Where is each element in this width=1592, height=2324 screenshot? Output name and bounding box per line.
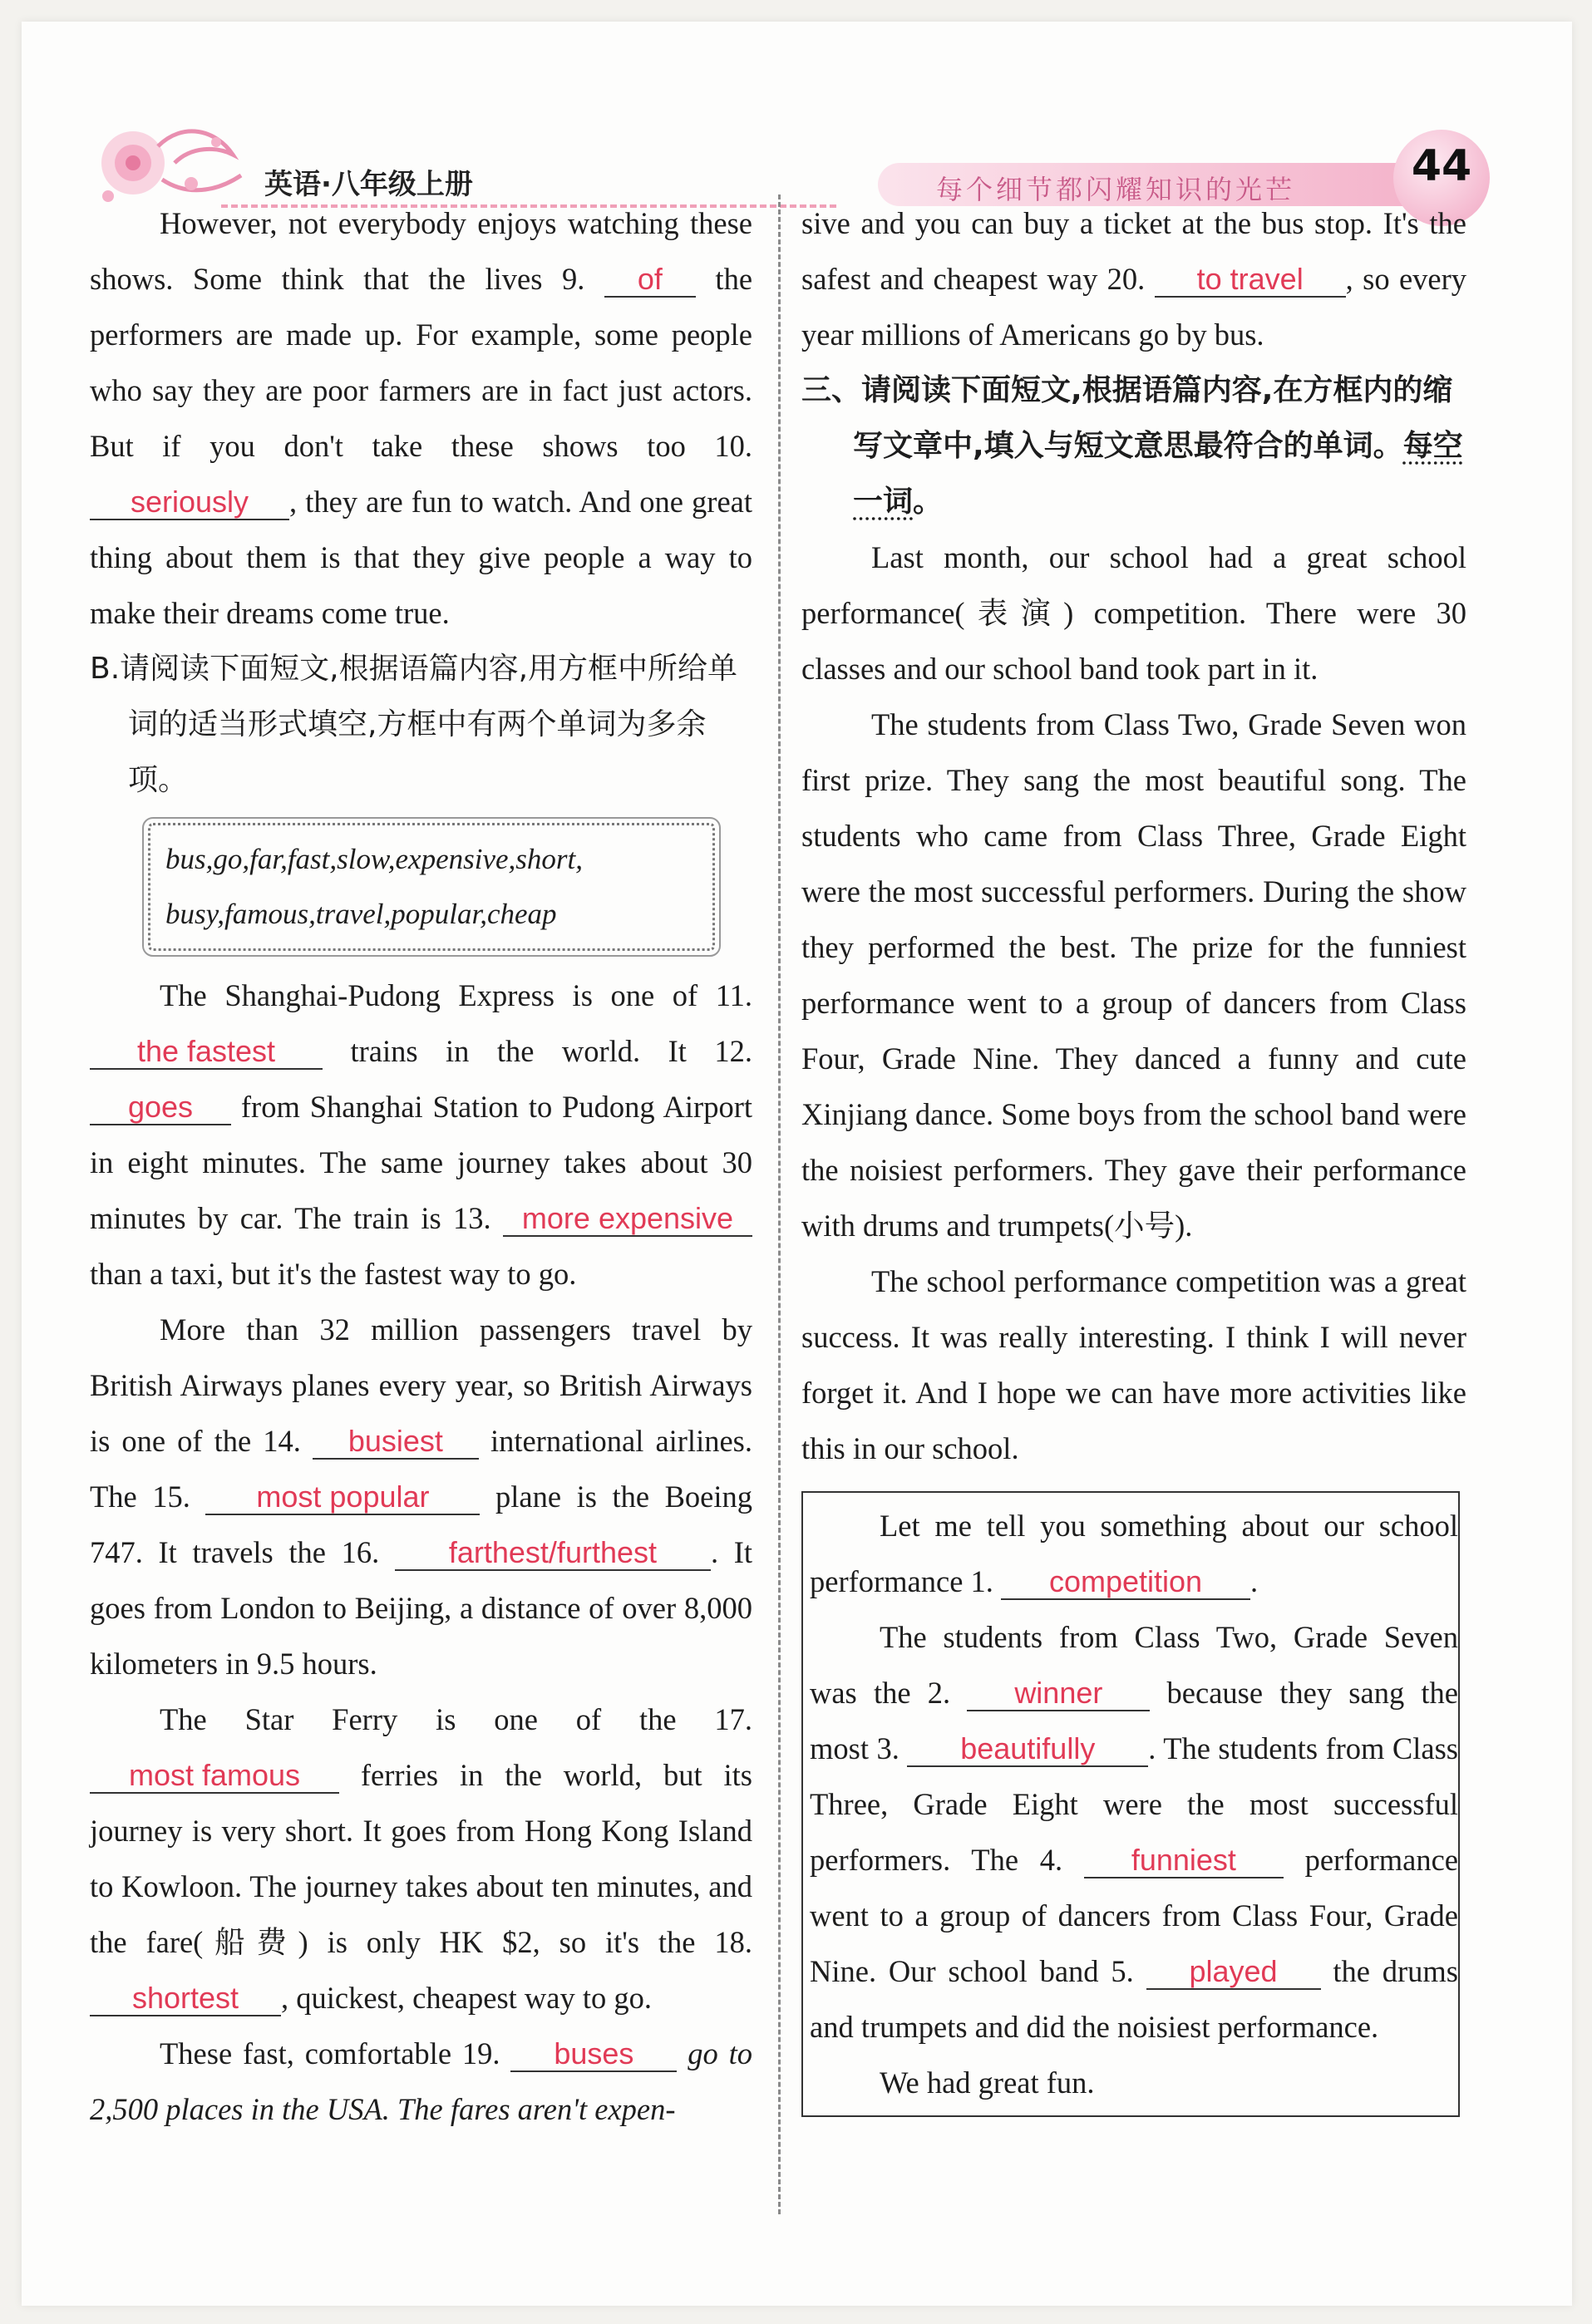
text: Let me tell you something about our school performance 1. <box>810 1509 1458 1598</box>
passage-c-paragraph-2: The students from Class Two, Grade Seven won first prize. They sang the most beautiful song. The students who came from Class Three, Grade Eight were the most successful performers. During the show they performed the best. The prize for the funniest performance went to a group of dancers from Class Four, Grade Nine. They danced a funny and cute Xinjiang dance. Some boys from the school band were the noisiest performers. They gave their performance with drums and trumpets(小号). <box>801 707 1466 1243</box>
column-divider <box>778 194 781 2214</box>
text: the drums and trumpets and did the noisiest performance. <box>810 1954 1458 2044</box>
page-number: 44 <box>1411 141 1472 191</box>
text: The Shanghai-Pudong Express is one of 11. <box>160 978 752 1012</box>
text: plane is the Boeing 747. It travels the 16. <box>90 1480 753 1569</box>
text: . The students from Class Three, Grade Eight were the most successful performers. The 4. <box>810 1731 1458 1877</box>
slogan: 每个细节都闪耀知识的光芒 <box>936 174 1296 205</box>
text: However, not everybody enjoys watching these shows. Some think that the lives 9. <box>90 206 752 296</box>
right-column <box>801 195 1466 2117</box>
summary-paragraph-1 <box>810 1498 1458 1609</box>
section-3-instruction <box>801 362 1466 529</box>
summary-answer-4: funniest <box>1084 1844 1284 1878</box>
answer-11: the fastest <box>90 1035 323 1070</box>
text: The Star Ferry is one of the 17. <box>160 1702 752 1736</box>
section-b-instruction <box>90 641 752 808</box>
answer-12: goes <box>90 1091 231 1125</box>
summary-answer-2: winner <box>967 1677 1150 1711</box>
text: the performers are made up. For example, some people who say they are poor farmers are in fact just actors. But if you don't take these shows too 10. <box>90 262 753 463</box>
word-box-line: bus,go,far,fast,slow,expensive,short, <box>165 843 583 875</box>
passage-b-paragraph-1 <box>90 968 752 1302</box>
answer-9: of <box>604 263 696 298</box>
text: trains in the world. It 12. <box>350 1034 752 1068</box>
summary-paragraph-3: We had great fun. <box>880 2066 1095 2100</box>
text: , quickest, cheapest way to go. <box>281 1981 652 2015</box>
text: from Shanghai Station to Pudong Airport in eight minutes. The same journey takes about 30 minutes by car. The train is 13. <box>90 1090 753 1235</box>
text: because they sang the most 3. <box>810 1676 1458 1765</box>
summary-answer-1: competition <box>1001 1565 1250 1600</box>
left-column <box>90 195 752 2137</box>
text: performance went to a group of dancers from Class Four, Grade Nine. Our school band 5. <box>810 1843 1458 1988</box>
text: international airlines. The 15. <box>90 1424 752 1514</box>
answer-20: to travel <box>1155 263 1346 298</box>
text: , so every year millions of Americans go by bus. <box>801 262 1467 352</box>
emphasized-instruction: 每空一词 <box>853 429 1463 519</box>
passage-c-paragraph-3: The school performance competition was a great success. It was really interesting. I think I will never forget it. And I hope we can have more activities like this in our school. <box>801 1264 1466 1465</box>
passage-b-paragraph-4 <box>90 2026 752 2137</box>
answer-10: seriously <box>90 485 289 520</box>
text: . It goes from London to Beijing, a distance of over 8,000 kilometers in 9.5 hours. <box>90 1535 753 1681</box>
answer-19: buses <box>510 2037 677 2072</box>
text: go to 2,500 places in the USA. The fares aren't expen- <box>90 2036 752 2126</box>
text: ferries in the world, but its journey is very short. It goes from Hong Kong Island to Kowloon. The journey takes about ten minutes, and the fare(船费) is only HK $2, so it's the 18. <box>90 1758 752 1959</box>
summary-box <box>801 1491 1460 2117</box>
passage-b-paragraph-5 <box>801 195 1466 362</box>
answer-14: busiest <box>313 1425 479 1460</box>
passage-a-paragraph <box>90 195 752 641</box>
summary-answer-5: played <box>1146 1955 1321 1990</box>
answer-13: more expensive <box>503 1202 752 1237</box>
summary-paragraph-2 <box>810 1609 1458 2055</box>
answer-16: farthest/furthest <box>395 1536 711 1571</box>
instruction-text: 请阅读下面短文,根据语篇内容,在方框内的缩写文章中,填入与短文意思最符合的单词。 <box>853 373 1453 463</box>
text: . <box>1250 1564 1259 1598</box>
word-box-line: busy,famous,travel,popular,cheap <box>165 898 557 930</box>
text: , they are fun to watch. And one great thing about them is that they give people a way to make their dreams come true. <box>90 485 752 630</box>
word-box <box>148 823 715 951</box>
text: More than 32 million passengers travel by British Airways planes every year, so British Airways is one of the 14. <box>90 1312 752 1458</box>
passage-b-paragraph-2 <box>90 1302 752 1691</box>
passage-c-paragraph-1: Last month, our school had a great school performance(表演) competition. There were 30 classes and our school band took part in it. <box>801 540 1466 686</box>
section-label: 三、 <box>801 373 862 407</box>
summary-answer-3: beautifully <box>907 1732 1148 1767</box>
text: than a taxi, but it's the fastest way to go. <box>90 1257 577 1291</box>
text: The students from Class Two, Grade Seven was the 2. <box>810 1620 1458 1710</box>
instruction-text: 请阅读下面短文,根据语篇内容,用方框中所给单词的适当形式填空,方框中有两个单词为多余项。 <box>120 652 738 797</box>
answer-17: most famous <box>90 1759 339 1794</box>
text: These fast, comfortable 19. <box>160 2036 500 2070</box>
answer-18: shortest <box>90 1982 281 2016</box>
instruction-text: 。 <box>913 485 944 519</box>
passage-b-paragraph-3 <box>90 1691 752 2026</box>
text: sive and you can buy a ticket at the bus stop. It's the safest and cheapest way 20. <box>801 206 1466 296</box>
book-title: 英语·八年级上册 <box>264 168 473 201</box>
answer-15: most popular <box>205 1480 480 1515</box>
section-label: B. <box>90 652 121 686</box>
